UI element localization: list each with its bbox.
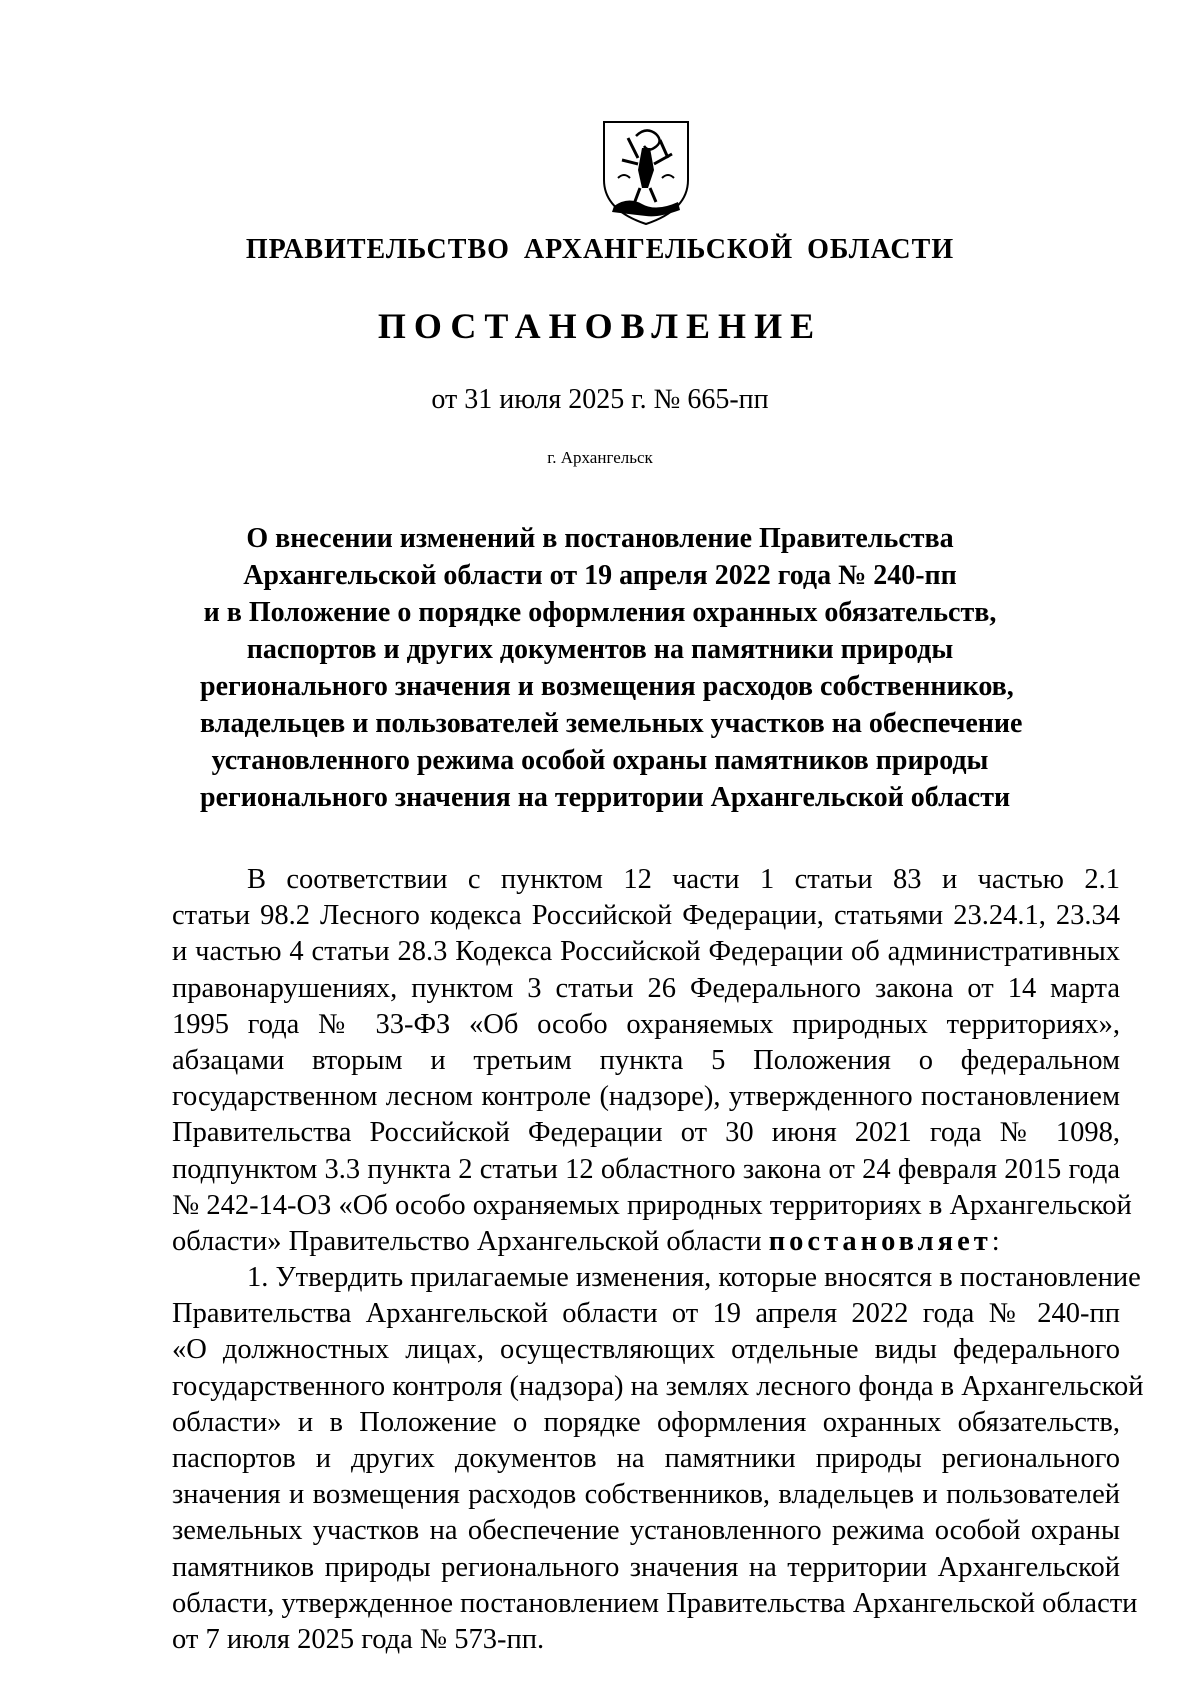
- item-1-line: области, утвержденное постановлением Правительства Архангельской области: [172, 1587, 1138, 1619]
- preamble-line: правонарушениях, пунктом 3 статьи 26 Федерального закона от 14 марта: [172, 972, 1120, 1004]
- preamble-line: статьи 98.2 Лесного кодекса Российской Федерации, статьями 23.24.1, 23.34: [172, 900, 1120, 932]
- document-city: г. Архангельск: [547, 448, 653, 467]
- document-body: [172, 862, 1144, 1658]
- coat-of-arms-emblem: [598, 118, 694, 228]
- subject-line: регионального значения и возмещения расходов собственников,: [200, 671, 1014, 702]
- preamble-final-line: [172, 1224, 1120, 1260]
- preamble-line: и частью 4 статьи 28.3 Кодекса Российской Федерации об административных: [172, 936, 1120, 968]
- preamble-line: № 242-14-ОЗ «Об особо охраняемых природных территориях в Архангельской: [172, 1189, 1132, 1221]
- preamble-line: 1995 года № 33-ФЗ «Об особо охраняемых природных территориях»,: [172, 1008, 1120, 1040]
- subject-line: установленного режима особой охраны памятников природы: [211, 745, 989, 776]
- subject-line: паспортов и других документов на памятники природы: [246, 634, 954, 665]
- item-1-line: памятников природы регионального значения на территории Архангельской: [172, 1551, 1120, 1583]
- item-1-line: области» и в Положение о порядке оформления охранных обязательств,: [172, 1406, 1120, 1438]
- document-subject: [200, 520, 1023, 816]
- government-title: ПРАВИТЕЛЬСТВО АРХАНГЕЛЬСКОЙ ОБЛАСТИ: [245, 234, 955, 265]
- item-1-line: Правительства Архангельской области от 19 апреля 2022 года № 240-пп: [172, 1298, 1120, 1330]
- item-1-line: государственного контроля (надзора) на землях лесного фонда в Архангельской: [172, 1370, 1144, 1402]
- subject-line: О внесении изменений в постановление Правительства: [246, 523, 954, 554]
- subject-line: владельцев и пользователей земельных участков на обеспечение: [200, 708, 1023, 739]
- item-1-line: 1. Утвердить прилагаемые изменения, которые вносятся в постановление: [247, 1262, 1141, 1294]
- item-1-line: от 7 июля 2025 года № 573-пп.: [172, 1623, 545, 1655]
- preamble-colon: :: [991, 1225, 1000, 1257]
- preamble-line: подпунктом 3.3 пункта 2 статьи 12 областного закона от 24 февраля 2015 года: [172, 1153, 1120, 1185]
- preamble-line: государственном лесном контроле (надзоре), утвержденного постановлением: [172, 1081, 1120, 1113]
- subject-line: и в Положение о порядке оформления охранных обязательств,: [203, 597, 997, 628]
- subject-line: Архангельской области от 19 апреля 2022 года № 240-пп: [243, 560, 957, 591]
- resolves-keyword: постановляет: [768, 1225, 992, 1257]
- preamble-line: абзацами вторым и третьим пункта 5 Положения о федеральном: [172, 1044, 1120, 1076]
- preamble-final-text: области» Правительство Архангельской области: [172, 1225, 769, 1257]
- document-type: ПОСТАНОВЛЕНИЕ: [377, 306, 823, 346]
- preamble-line: Правительства Российской Федерации от 30 июня 2021 года № 1098,: [172, 1117, 1120, 1149]
- item-1-line: земельных участков на обеспечение установленного режима особой охраны: [172, 1515, 1120, 1547]
- item-1-line: значения и возмещения расходов собственников, владельцев и пользователей: [172, 1479, 1120, 1511]
- item-1-line: «О должностных лицах, осуществляющих отдельные виды федерального: [172, 1334, 1120, 1366]
- preamble-line: В соответствии с пунктом 12 части 1 статьи 83 и частью 2.1: [247, 864, 1120, 895]
- item-1-line: паспортов и других документов на памятники природы регионального: [172, 1443, 1120, 1474]
- document-date-number: от 31 июля 2025 г. № 665-пп: [431, 384, 769, 415]
- subject-line: регионального значения на территории Архангельской области: [200, 782, 1011, 813]
